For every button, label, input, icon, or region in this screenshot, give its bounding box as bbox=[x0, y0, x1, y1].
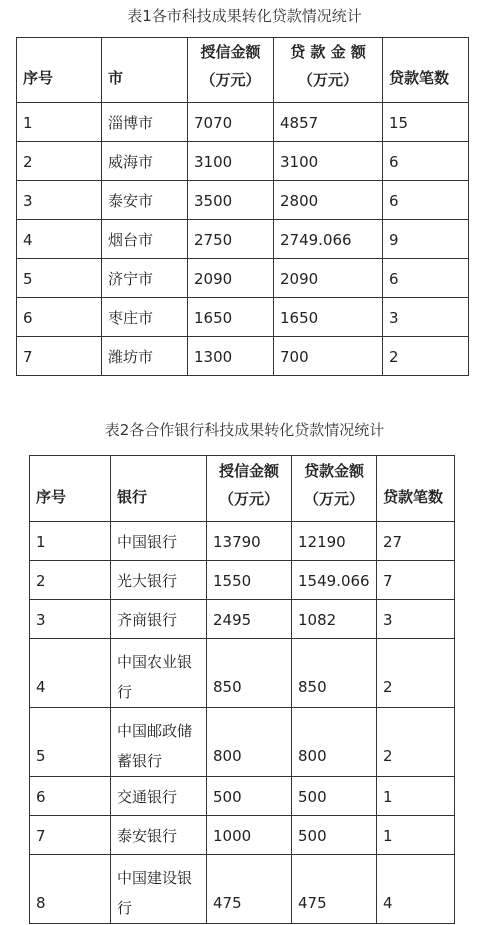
cell-credit: 7070 bbox=[188, 103, 274, 142]
city-loan-table bbox=[16, 37, 469, 376]
cell-index: 1 bbox=[30, 522, 111, 561]
cell-credit: 1000 bbox=[207, 816, 292, 855]
cell-loan: 1650 bbox=[274, 298, 383, 337]
cell-loan: 2749.066 bbox=[274, 220, 383, 259]
cell-count: 6 bbox=[383, 181, 469, 220]
cell-bank: 中国邮政储蓄银行 bbox=[111, 708, 207, 777]
cell-bank: 中国农业银行 bbox=[111, 639, 207, 708]
cell-count: 1 bbox=[377, 777, 455, 816]
cell-index: 3 bbox=[30, 600, 111, 639]
header-city: 市 bbox=[102, 38, 188, 103]
cell-count: 6 bbox=[383, 259, 469, 298]
cell-count: 27 bbox=[377, 522, 455, 561]
cell-bank: 齐商银行 bbox=[111, 600, 207, 639]
table-header-row bbox=[30, 456, 455, 522]
cell-index: 6 bbox=[17, 298, 102, 337]
cell-index: 2 bbox=[30, 561, 111, 600]
header-loan-count: 贷款笔数 bbox=[377, 456, 455, 522]
table-row bbox=[17, 259, 469, 298]
header-index: 序号 bbox=[30, 456, 111, 522]
cell-city: 威海市 bbox=[102, 142, 188, 181]
cell-loan: 500 bbox=[292, 777, 377, 816]
cell-loan: 700 bbox=[274, 337, 383, 376]
table-row bbox=[30, 522, 455, 561]
cell-index: 1 bbox=[17, 103, 102, 142]
cell-index: 8 bbox=[30, 855, 111, 924]
cell-credit: 2090 bbox=[188, 259, 274, 298]
header-index: 序号 bbox=[17, 38, 102, 103]
table-row bbox=[30, 708, 455, 777]
cell-index: 7 bbox=[30, 816, 111, 855]
table-row bbox=[30, 600, 455, 639]
cell-city: 济宁市 bbox=[102, 259, 188, 298]
header-credit-amount: 授信金额（万元） bbox=[207, 456, 292, 522]
cell-count: 1 bbox=[377, 816, 455, 855]
table-header-row bbox=[17, 38, 469, 103]
table-row bbox=[17, 337, 469, 376]
table-row bbox=[30, 855, 455, 924]
table-row bbox=[30, 639, 455, 708]
bank-loan-table bbox=[29, 455, 455, 924]
cell-index: 4 bbox=[17, 220, 102, 259]
cell-loan: 1082 bbox=[292, 600, 377, 639]
cell-city: 烟台市 bbox=[102, 220, 188, 259]
cell-credit: 3100 bbox=[188, 142, 274, 181]
cell-credit: 1550 bbox=[207, 561, 292, 600]
cell-city: 淄博市 bbox=[102, 103, 188, 142]
cell-count: 2 bbox=[383, 337, 469, 376]
cell-loan: 4857 bbox=[274, 103, 383, 142]
cell-index: 4 bbox=[30, 639, 111, 708]
cell-count: 2 bbox=[377, 639, 455, 708]
header-loan-count: 贷款笔数 bbox=[383, 38, 469, 103]
cell-credit: 800 bbox=[207, 708, 292, 777]
cell-index: 5 bbox=[17, 259, 102, 298]
table-row bbox=[17, 181, 469, 220]
cell-count: 4 bbox=[377, 855, 455, 924]
header-loan-amount: 贷款金额（万元） bbox=[292, 456, 377, 522]
cell-bank: 泰安银行 bbox=[111, 816, 207, 855]
cell-credit: 1300 bbox=[188, 337, 274, 376]
cell-index: 3 bbox=[17, 181, 102, 220]
table-row bbox=[17, 142, 469, 181]
cell-bank: 光大银行 bbox=[111, 561, 207, 600]
table-row bbox=[30, 816, 455, 855]
cell-loan: 500 bbox=[292, 816, 377, 855]
cell-loan: 800 bbox=[292, 708, 377, 777]
cell-count: 3 bbox=[377, 600, 455, 639]
cell-credit: 1650 bbox=[188, 298, 274, 337]
cell-credit: 2495 bbox=[207, 600, 292, 639]
cell-bank: 中国建设银行 bbox=[111, 855, 207, 924]
table-row bbox=[17, 103, 469, 142]
cell-credit: 2750 bbox=[188, 220, 274, 259]
header-credit-amount: 授信金额（万元） bbox=[188, 38, 274, 103]
cell-index: 5 bbox=[30, 708, 111, 777]
table-row bbox=[17, 298, 469, 337]
cell-loan: 2800 bbox=[274, 181, 383, 220]
cell-city: 泰安市 bbox=[102, 181, 188, 220]
table-row bbox=[30, 561, 455, 600]
cell-index: 6 bbox=[30, 777, 111, 816]
cell-loan: 1549.066 bbox=[292, 561, 377, 600]
cell-credit: 850 bbox=[207, 639, 292, 708]
table2-caption: 表2各合作银行科技成果转化贷款情况统计 bbox=[104, 421, 385, 439]
header-loan-amount: 贷 款 金 额（万元） bbox=[274, 38, 383, 103]
cell-loan: 475 bbox=[292, 855, 377, 924]
cell-credit: 13790 bbox=[207, 522, 292, 561]
cell-count: 6 bbox=[383, 142, 469, 181]
cell-loan: 850 bbox=[292, 639, 377, 708]
table1-caption: 表1各市科技成果转化贷款情况统计 bbox=[127, 7, 362, 25]
cell-credit: 500 bbox=[207, 777, 292, 816]
cell-loan: 3100 bbox=[274, 142, 383, 181]
header-bank: 银行 bbox=[111, 456, 207, 522]
cell-count: 15 bbox=[383, 103, 469, 142]
cell-count: 2 bbox=[377, 708, 455, 777]
cell-city: 枣庄市 bbox=[102, 298, 188, 337]
cell-city: 潍坊市 bbox=[102, 337, 188, 376]
table-row bbox=[17, 220, 469, 259]
table-row bbox=[30, 777, 455, 816]
cell-count: 3 bbox=[383, 298, 469, 337]
cell-loan: 2090 bbox=[274, 259, 383, 298]
cell-credit: 3500 bbox=[188, 181, 274, 220]
cell-bank: 中国银行 bbox=[111, 522, 207, 561]
cell-index: 2 bbox=[17, 142, 102, 181]
cell-count: 7 bbox=[377, 561, 455, 600]
cell-bank: 交通银行 bbox=[111, 777, 207, 816]
cell-count: 9 bbox=[383, 220, 469, 259]
cell-credit: 475 bbox=[207, 855, 292, 924]
cell-loan: 12190 bbox=[292, 522, 377, 561]
cell-index: 7 bbox=[17, 337, 102, 376]
